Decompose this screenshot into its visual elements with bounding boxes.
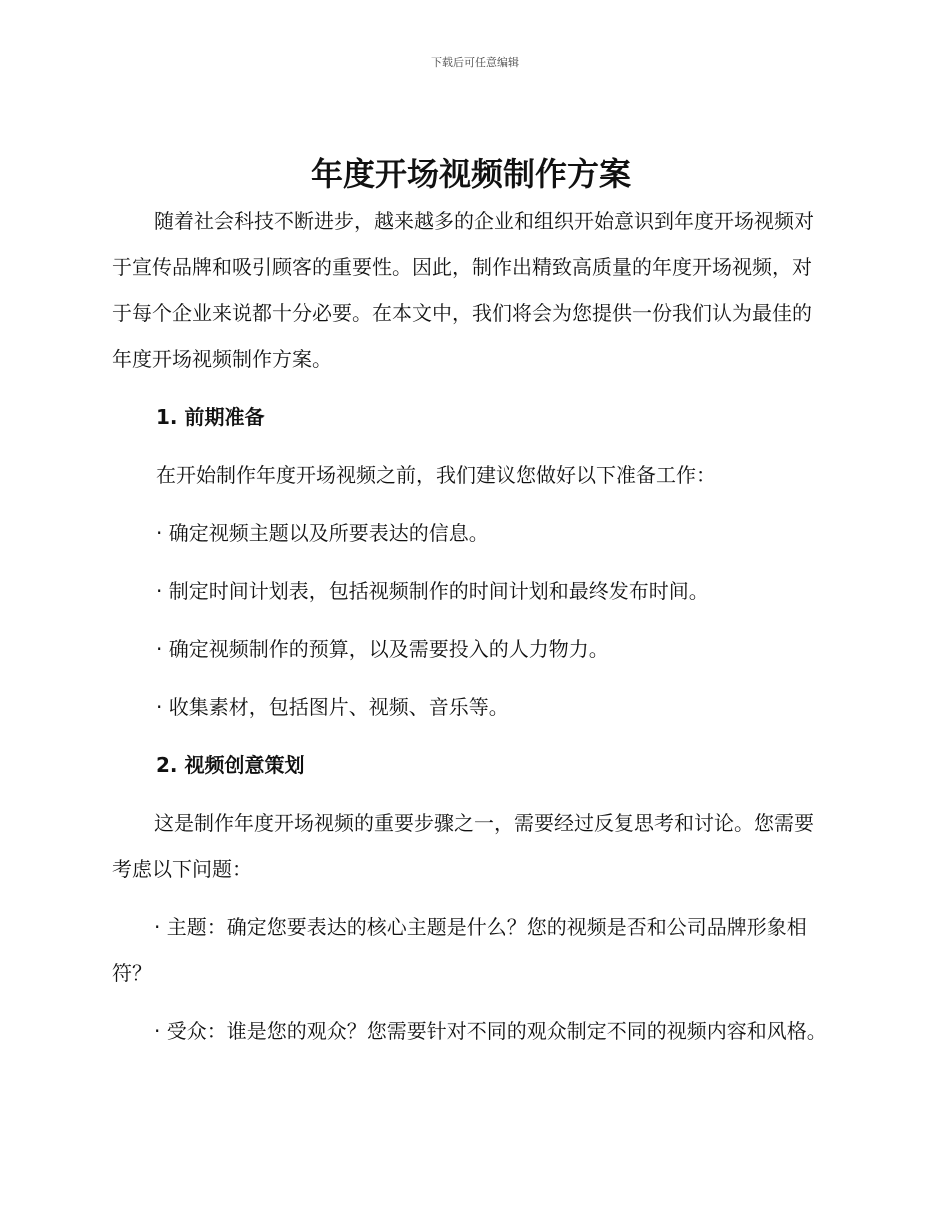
section-lead-creative: 这是制作年度开场视频的重要步骤之一，需要经过反复思考和讨论。您需要考虑以下问题： [112, 811, 814, 881]
list-item: · 收集素材，包括图片、视频、音乐等。 [156, 695, 509, 719]
list-item: · 制定时间计划表，包括视频制作的时间计划和最终发布时间。 [156, 579, 709, 603]
list-item: · 确定视频制作的预算，以及需要投入的人力物力。 [156, 637, 609, 661]
section-heading-prep: 1. 前期准备 [156, 405, 265, 429]
list-item: · 受众：谁是您的观众？您需要针对不同的观众制定不同的视频内容和风格。 [154, 1019, 827, 1043]
section-heading-creative: 2. 视频创意策划 [156, 753, 305, 777]
section-lead-prep: 在开始制作年度开场视频之前，我们建议您做好以下准备工作： [156, 463, 716, 487]
intro-paragraph: 随着社会科技不断进步，越来越多的企业和组织开始意识到年度开场视频对于宣传品牌和吸引顾客的重要性。因此，制作出精致高质量的年度开场视频，对于每个企业来说都十分必要。在本文中，我们将会为您提供一份我们认为最佳的年度开场视频制作方案。 [112, 209, 814, 371]
document-title: 年度开场视频制作方案 [310, 155, 631, 193]
list-item: · 主题：确定您要表达的核心主题是什么？您的视频是否和公司品牌形象相符？ [112, 915, 807, 985]
document-body [112, 150, 830, 1054]
list-item: · 确定视频主题以及所要表达的信息。 [156, 521, 489, 545]
header-note: 下载后可任意编辑 [431, 56, 519, 69]
